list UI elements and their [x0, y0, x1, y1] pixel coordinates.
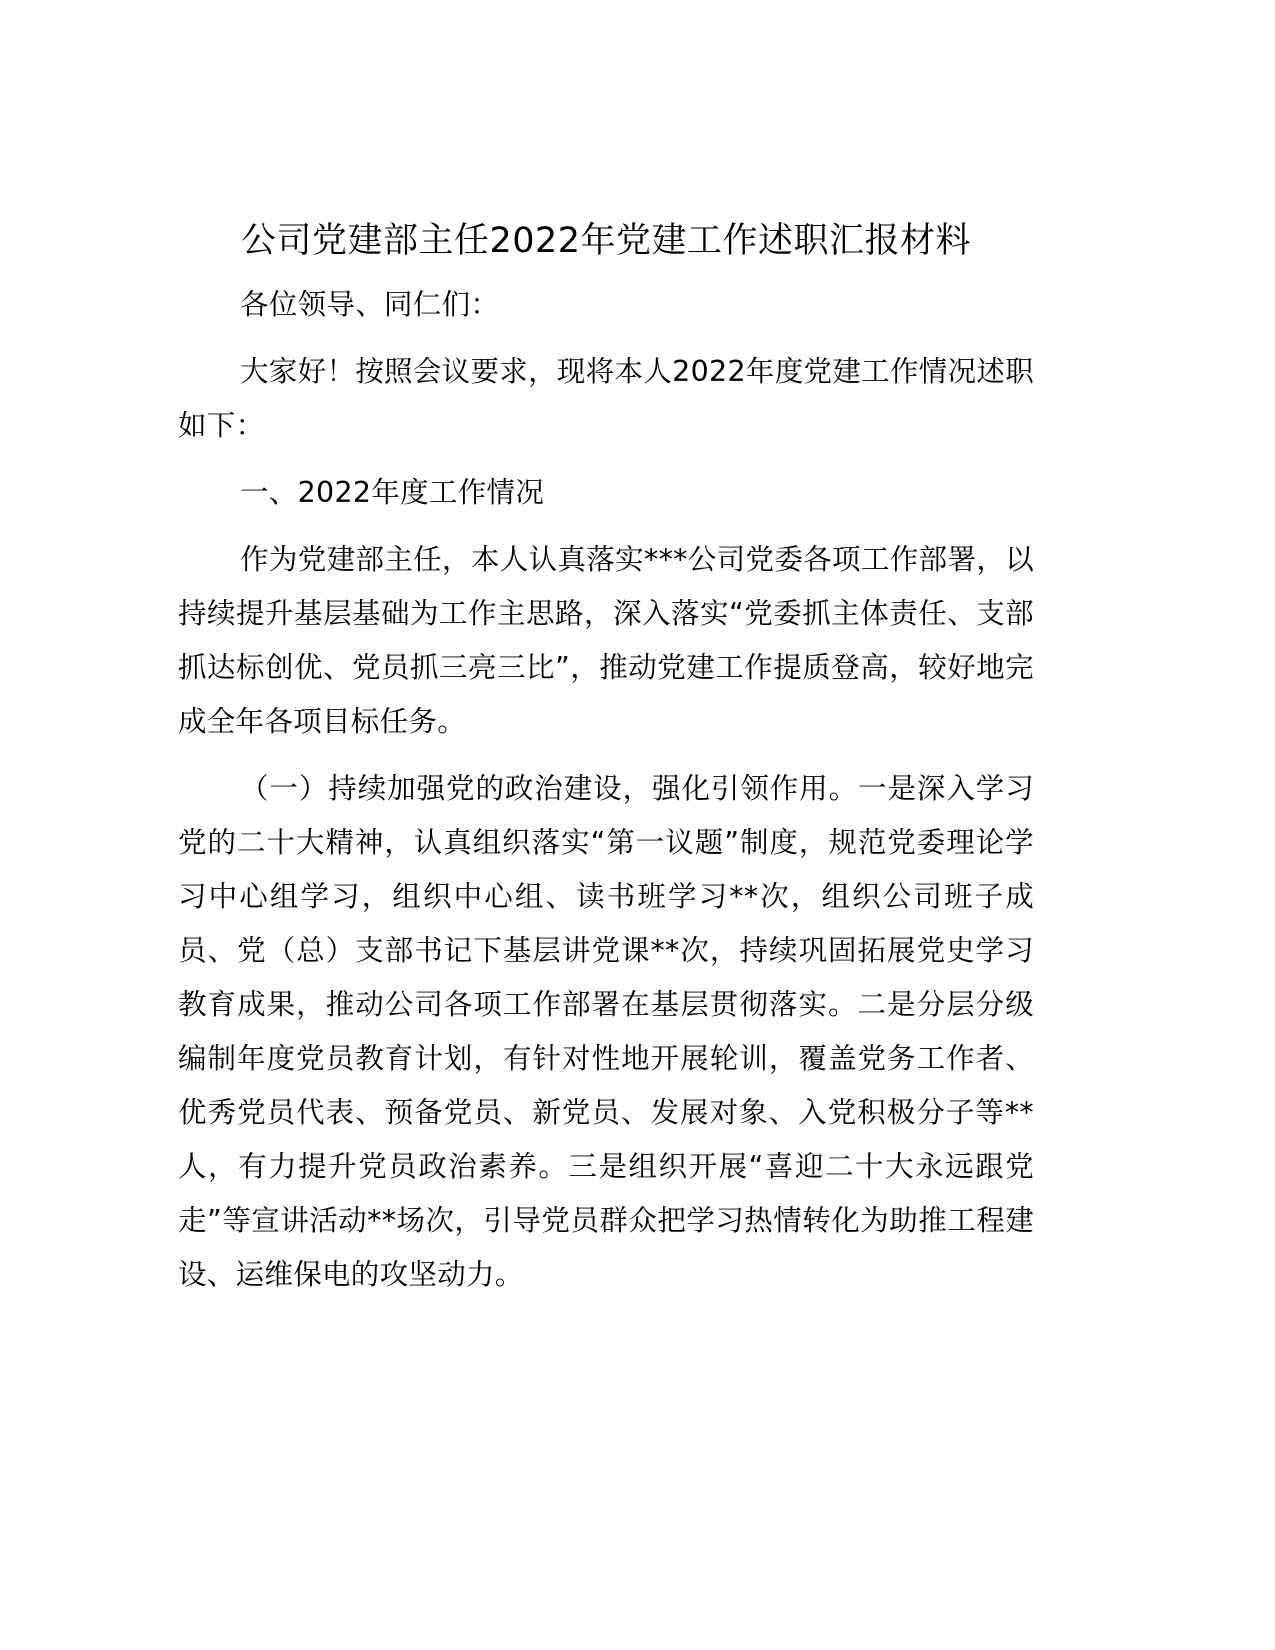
- intro-paragraph: 作为党建部主任，本人认真落实***公司党委各项工作部署，以持续提升基层基础为工作主思路，深入落实“党委抓主体责任、支部抓达标创优、党员抓三亮三比”，推动党建工作提质登高，较好地完成全年各项目标任务。: [178, 543, 1034, 738]
- salutation-paragraph: 各位领导、同仁们：: [240, 288, 500, 321]
- section-heading-1: 一、2022年度工作情况: [240, 476, 545, 509]
- document-page: [178, 212, 1034, 1315]
- subsection-paragraph-1: （一）持续加强党的政治建设，强化引领作用。一是深入学习党的二十大精神，认真组织落实“第一议题”制度，规范党委理论学习中心组学习，组织中心组、读书班学习**次，组织公司班子成员、党（总）支部书记下基层讲党课**次，持续巩固拓展党史学习教育成果，推动公司各项工作部署在基层贯彻落实。二是分层分级编制年度党员教育计划，有针对性地开展轮训，覆盖党务工作者、优秀党员代表、预备党员、新党员、发展对象、入党积极分子等**人，有力提升党员政治素养。三是组织开展“喜迎二十大永远跟党走”等宣讲活动**场次，引导党员群众把学习热情转化为助推工程建设、运维保电的攻坚动力。: [178, 772, 1034, 1291]
- document-title: 公司党建部主任2022年党建工作述职汇报材料: [240, 221, 972, 261]
- opening-paragraph: 大家好！按照会议要求，现将本人2022年度党建工作情况述职如下：: [178, 355, 1034, 442]
